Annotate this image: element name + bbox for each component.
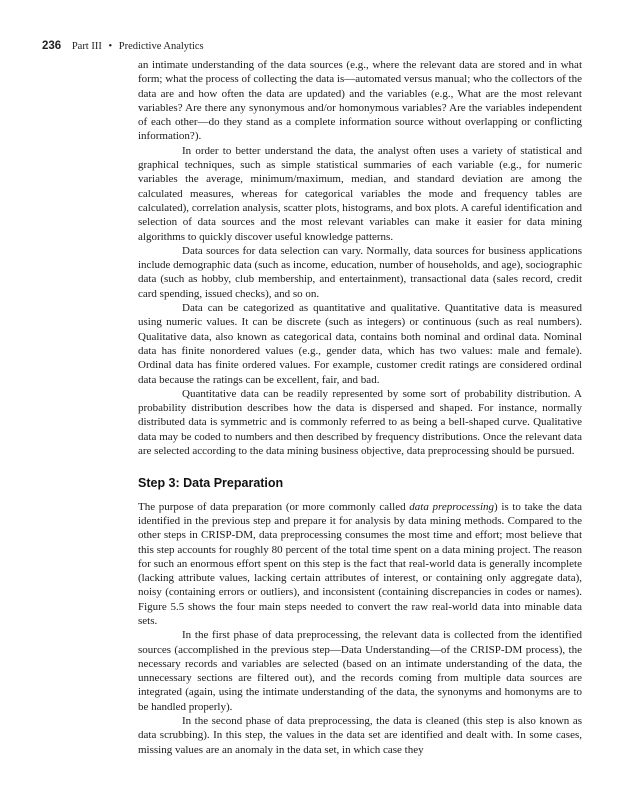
paragraph-6-rest: ) is to take the data identified in the previous step and prepare it for analysis by data mining methods. Compared to the other steps in CRISP-DM, data preprocessing consumes the most time and effort; most believe that this step accounts for roughly 80 percent of the total time spent on a data mining project. The reason for such an enormous effort spent on this step is the fact that real-world data is generally incomplete (lacking attribute values, lacking certain attributes of interest, or containing only aggregate data), noisy (containing errors or outliers), and inconsistent (containing discrepancies in codes or names). Figure 5.5 shows the four main steps needed to convert the raw real-world data into minable data sets. (138, 500, 582, 627)
header-separator: • (108, 41, 113, 52)
paragraph-6-start: The purpose of data preparation (or more commonly called (138, 500, 410, 513)
section-label: Predictive Analytics (118, 41, 204, 52)
page-number: 236 (42, 40, 62, 52)
running-head (42, 40, 204, 52)
part-label: Part III (71, 41, 102, 52)
paragraph-1: an intimate understanding of the data sources (e.g., where the relevant data are stored and in what form; what the process of collecting the data is—automated versus manual; who the collectors of the data are and how often the data are updated) and the variables (e.g., What are the most relevant variables? Are there any synonymous and/or homonymous variables? Are the variables independent of each other—do they stand as a complete information source without overlapping or conflicting information?). (138, 59, 582, 143)
paragraph-7: In the first phase of data preprocessing, the relevant data is collected from the identified sources (accomplished in the previous step—Data Understanding—of the CRISP-DM process), the necessary records and variables are selected (based on an intimate understanding of the data, the unnecessary sections are filtered out), and the records coming from multiple data sources are integrated (again, using the intimate understanding of the data, the synonyms and homonyms are to be handled properly). (138, 629, 582, 713)
paragraph-6 (138, 500, 582, 629)
body-text (138, 58, 582, 757)
section-heading: Step 3: Data Preparation (138, 476, 284, 491)
paragraph-5: Quantitative data can be readily represented by some sort of probability distribution. A probability distribution describes how the data is dispersed and shaped. For instance, normally distributed data is symmetric and is commonly referred to as being a bell-shaped curve. Qualitative data may be coded to numbers and then described by frequency distributions. Once the relevant data are selected according to the data mining business objective, data preprocessing should be pursued. (138, 387, 582, 458)
paragraph-3: Data sources for data selection can vary. Normally, data sources for business applications include demographic data (such as income, education, number of households, and age), sociographic data (such as hobby, club membership, and entertainment), transactional data (sales record, credit card spending, issued checks), and so on. (138, 244, 582, 300)
paragraph-8: In the second phase of data preprocessing, the data is cleaned (this step is also known as data scrubbing). In this step, the values in the data set are identified and dealt with. In some cases, missing values are an anomaly in the data set, in which case they (138, 715, 582, 756)
paragraph-4: Data can be categorized as quantitative and qualitative. Quantitative data is measured using numeric values. It can be discrete (such as integers) or continuous (such as real numbers). Qualitative data, also known as categorical data, contains both nominal and ordinal data. Nominal data has finite nonordered values (e.g., gender data, which has two values: male and female). Ordinal data has finite ordered values. For example, customer credit ratings are considered ordinal data because the ratings can be excellent, fair, and bad. (138, 302, 582, 386)
paragraph-2: In order to better understand the data, the analyst often uses a variety of statistical and graphical techniques, such as simple statistical summaries of each variable (e.g., for numeric variables the average, minimum/maximum, median, and standard deviation are among the calculated measures, whereas for categorical variables the mode and frequency tables are calculated), correlation analysis, scatter plots, histograms, and box plots. A careful identification and selection of data sources and the most relevant variables can make it easier for data mining algorithms to quickly discover useful knowledge patterns. (138, 144, 582, 243)
key-term: data preprocessing (409, 500, 495, 513)
